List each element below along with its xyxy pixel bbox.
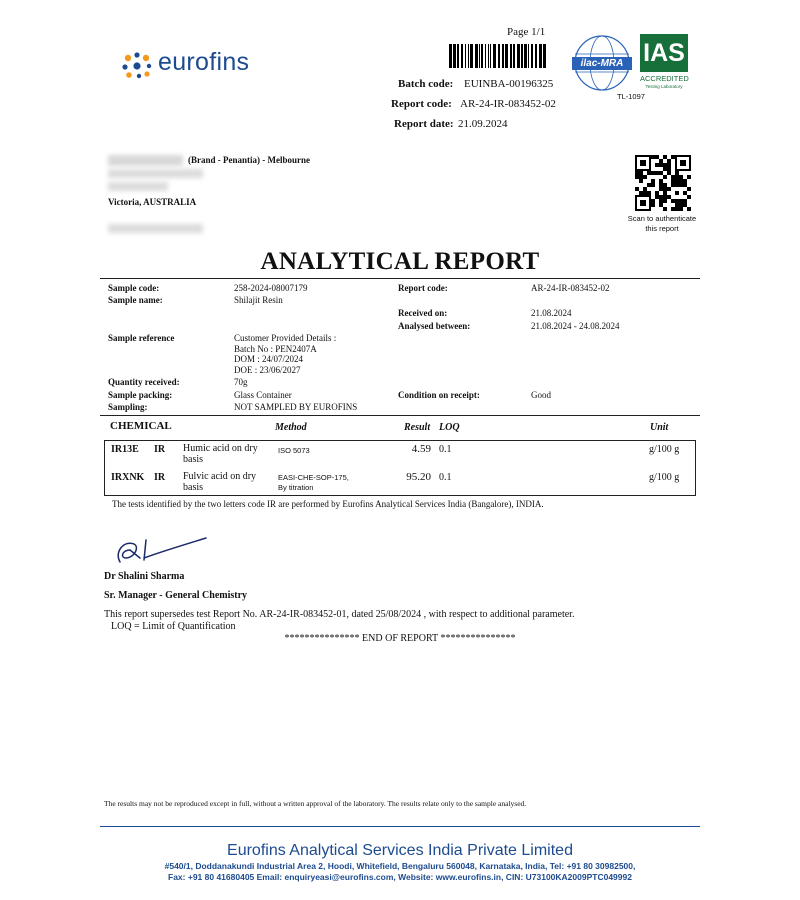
row-1-code: IR13E — [111, 444, 139, 455]
sample-code-value: 258-2024-08007179 — [234, 283, 308, 293]
row-2-method — [278, 473, 349, 493]
col-unit: Unit — [650, 422, 669, 433]
report-title: ANALYTICAL REPORT — [260, 248, 540, 275]
row-1-param-line-2: basis — [183, 454, 203, 465]
row-2-unit: g/100 g — [649, 472, 680, 483]
row-1-unit: g/100 g — [649, 444, 680, 455]
batch-code-label: Batch code: — [398, 78, 454, 90]
page-number: Page 1/1 — [507, 26, 546, 38]
sample-name-label: Sample name: — [108, 295, 163, 305]
tl-number: TL-1097 — [617, 92, 645, 101]
footer-address: #540/1, Doddanakundi Industrial Area 2, Hoodi, Whitefield, Bengaluru 560048, Karnataka, India, Tel: +91 80 30982500, — [164, 861, 636, 871]
signatory-role: Sr. Manager - General Chemistry — [104, 590, 248, 601]
redacted-contact — [108, 224, 203, 233]
ilac-mra-logo — [570, 34, 634, 97]
supersedes-note: This report supersedes test Report No. AR-24-IR-083452-01, dated 25/08/2024 , with respect to additional parameter. — [104, 609, 575, 620]
footer-divider — [100, 826, 700, 827]
footer-company: Eurofins Analytical Services India Private Limited — [227, 842, 573, 859]
packing-value: Glass Container — [234, 390, 292, 400]
condition-label: Condition on receipt: — [398, 390, 480, 400]
eurofins-logo — [120, 50, 154, 85]
qr-caption — [622, 214, 702, 234]
row-2-lab: IR — [154, 472, 166, 483]
condition-value: Good — [531, 390, 551, 400]
row-2-param-line-1: Fulvic acid on dry — [183, 471, 257, 482]
row-2-param-line-2: basis — [183, 482, 203, 493]
reference-line: Batch No : PEN2407A — [234, 343, 317, 354]
sampling-value: NOT SAMPLED BY EUROFINS — [234, 402, 358, 412]
ias-accredited: ACCREDITED — [640, 74, 689, 83]
row-1-param-line-1: Humic acid on dry — [183, 443, 258, 454]
report-code-value: AR-24-IR-083452-02 — [460, 98, 556, 110]
row-1-lab: IR — [154, 444, 166, 455]
title-divider — [100, 278, 700, 279]
eurofins-logo-icon — [120, 50, 154, 80]
batch-code-value: EUINBA-00196325 — [464, 78, 554, 90]
analysed-label: Analysed between: — [398, 321, 471, 331]
row-1-result: 4.59 — [411, 443, 431, 455]
row-2-code: IRXNK — [111, 472, 145, 483]
analysed-value: 21.08.2024 - 24.08.2024 — [531, 321, 620, 331]
details-divider — [100, 415, 700, 416]
ilac-text: ilac-MRA — [580, 58, 624, 69]
row-2-parameter — [183, 471, 256, 493]
sample-report-code-value: AR-24-IR-083452-02 — [531, 283, 610, 293]
reference-line: DOM : 24/07/2024 — [234, 354, 304, 364]
quantity-label: Quantity received: — [108, 377, 180, 387]
qr-code-icon[interactable] — [635, 155, 691, 211]
reference-line: DOE : 23/06/2027 — [234, 364, 301, 375]
col-chemical: CHEMICAL — [110, 420, 172, 432]
report-date-label: Report date: — [394, 118, 454, 130]
loq-definition: LOQ = Limit of Quantification — [111, 621, 236, 632]
customer-name-suffix: (Brand - Penantia) - Melbourne — [188, 155, 310, 165]
report-code-label: Report code: — [391, 98, 452, 110]
redacted-address-line-2 — [108, 182, 168, 191]
brand-name: eurofins — [158, 48, 250, 76]
redacted-customer-name — [108, 155, 183, 166]
col-method: Method — [275, 422, 307, 433]
row-1-method: ISO 5073 — [278, 446, 310, 455]
ias-logo — [640, 34, 690, 92]
received-value: 21.08.2024 — [531, 308, 572, 318]
sample-reference-block — [234, 333, 336, 375]
ias-sub: Testing Laboratory — [645, 84, 683, 89]
signature-icon — [110, 528, 220, 570]
row-1-loq: 0.1 — [439, 444, 452, 455]
barcode-icon — [449, 44, 547, 68]
row-2-loq: 0.1 — [439, 472, 452, 483]
col-loq: LOQ — [439, 422, 460, 433]
customer-state: Victoria, AUSTRALIA — [108, 197, 197, 207]
table-note: The tests identified by the two letters code IR are performed by Eurofins Analytical Services India (Bangalore), INDIA. — [112, 499, 544, 509]
reference-line: Customer Provided Details : — [234, 333, 337, 343]
row-1-parameter — [183, 443, 258, 465]
sample-reference-label: Sample reference — [108, 333, 175, 343]
disclaimer: The results may not be reproduced except in full, without a written approval of the laboratory. The results relate only to the sample analysed. — [104, 799, 527, 808]
row-2-result: 95.20 — [406, 471, 431, 483]
end-of-report: *************** END OF REPORT *************** — [284, 633, 516, 644]
received-label: Received on: — [398, 308, 448, 318]
quantity-value: 70g — [234, 377, 248, 387]
ias-mark: IAS — [640, 34, 688, 72]
redacted-address-line-1 — [108, 169, 203, 178]
row-2-method-line-1: EASI-CHE-SOP-175, — [278, 473, 349, 482]
sample-code-label: Sample code: — [108, 283, 160, 293]
row-2-method-line-2: By titration — [278, 483, 314, 492]
sample-name-value: Shilajit Resin — [234, 295, 283, 305]
report-date-value: 21.09.2024 — [458, 118, 508, 130]
col-result: Result — [404, 422, 431, 433]
qr-caption-line-2: this report — [645, 224, 679, 233]
sampling-label: Sampling: — [108, 402, 148, 412]
signatory-name: Dr Shalini Sharma — [104, 571, 185, 582]
packing-label: Sample packing: — [108, 390, 173, 400]
qr-caption-line-1: Scan to authenticate — [627, 214, 697, 223]
footer-contact: Fax: +91 80 41680405 Email: enquiryeasi@eurofins.com, Website: www.eurofins.in, CIN: U73100KA2009PTC049992 — [168, 872, 632, 882]
sample-report-code-label: Report code: — [398, 283, 448, 293]
